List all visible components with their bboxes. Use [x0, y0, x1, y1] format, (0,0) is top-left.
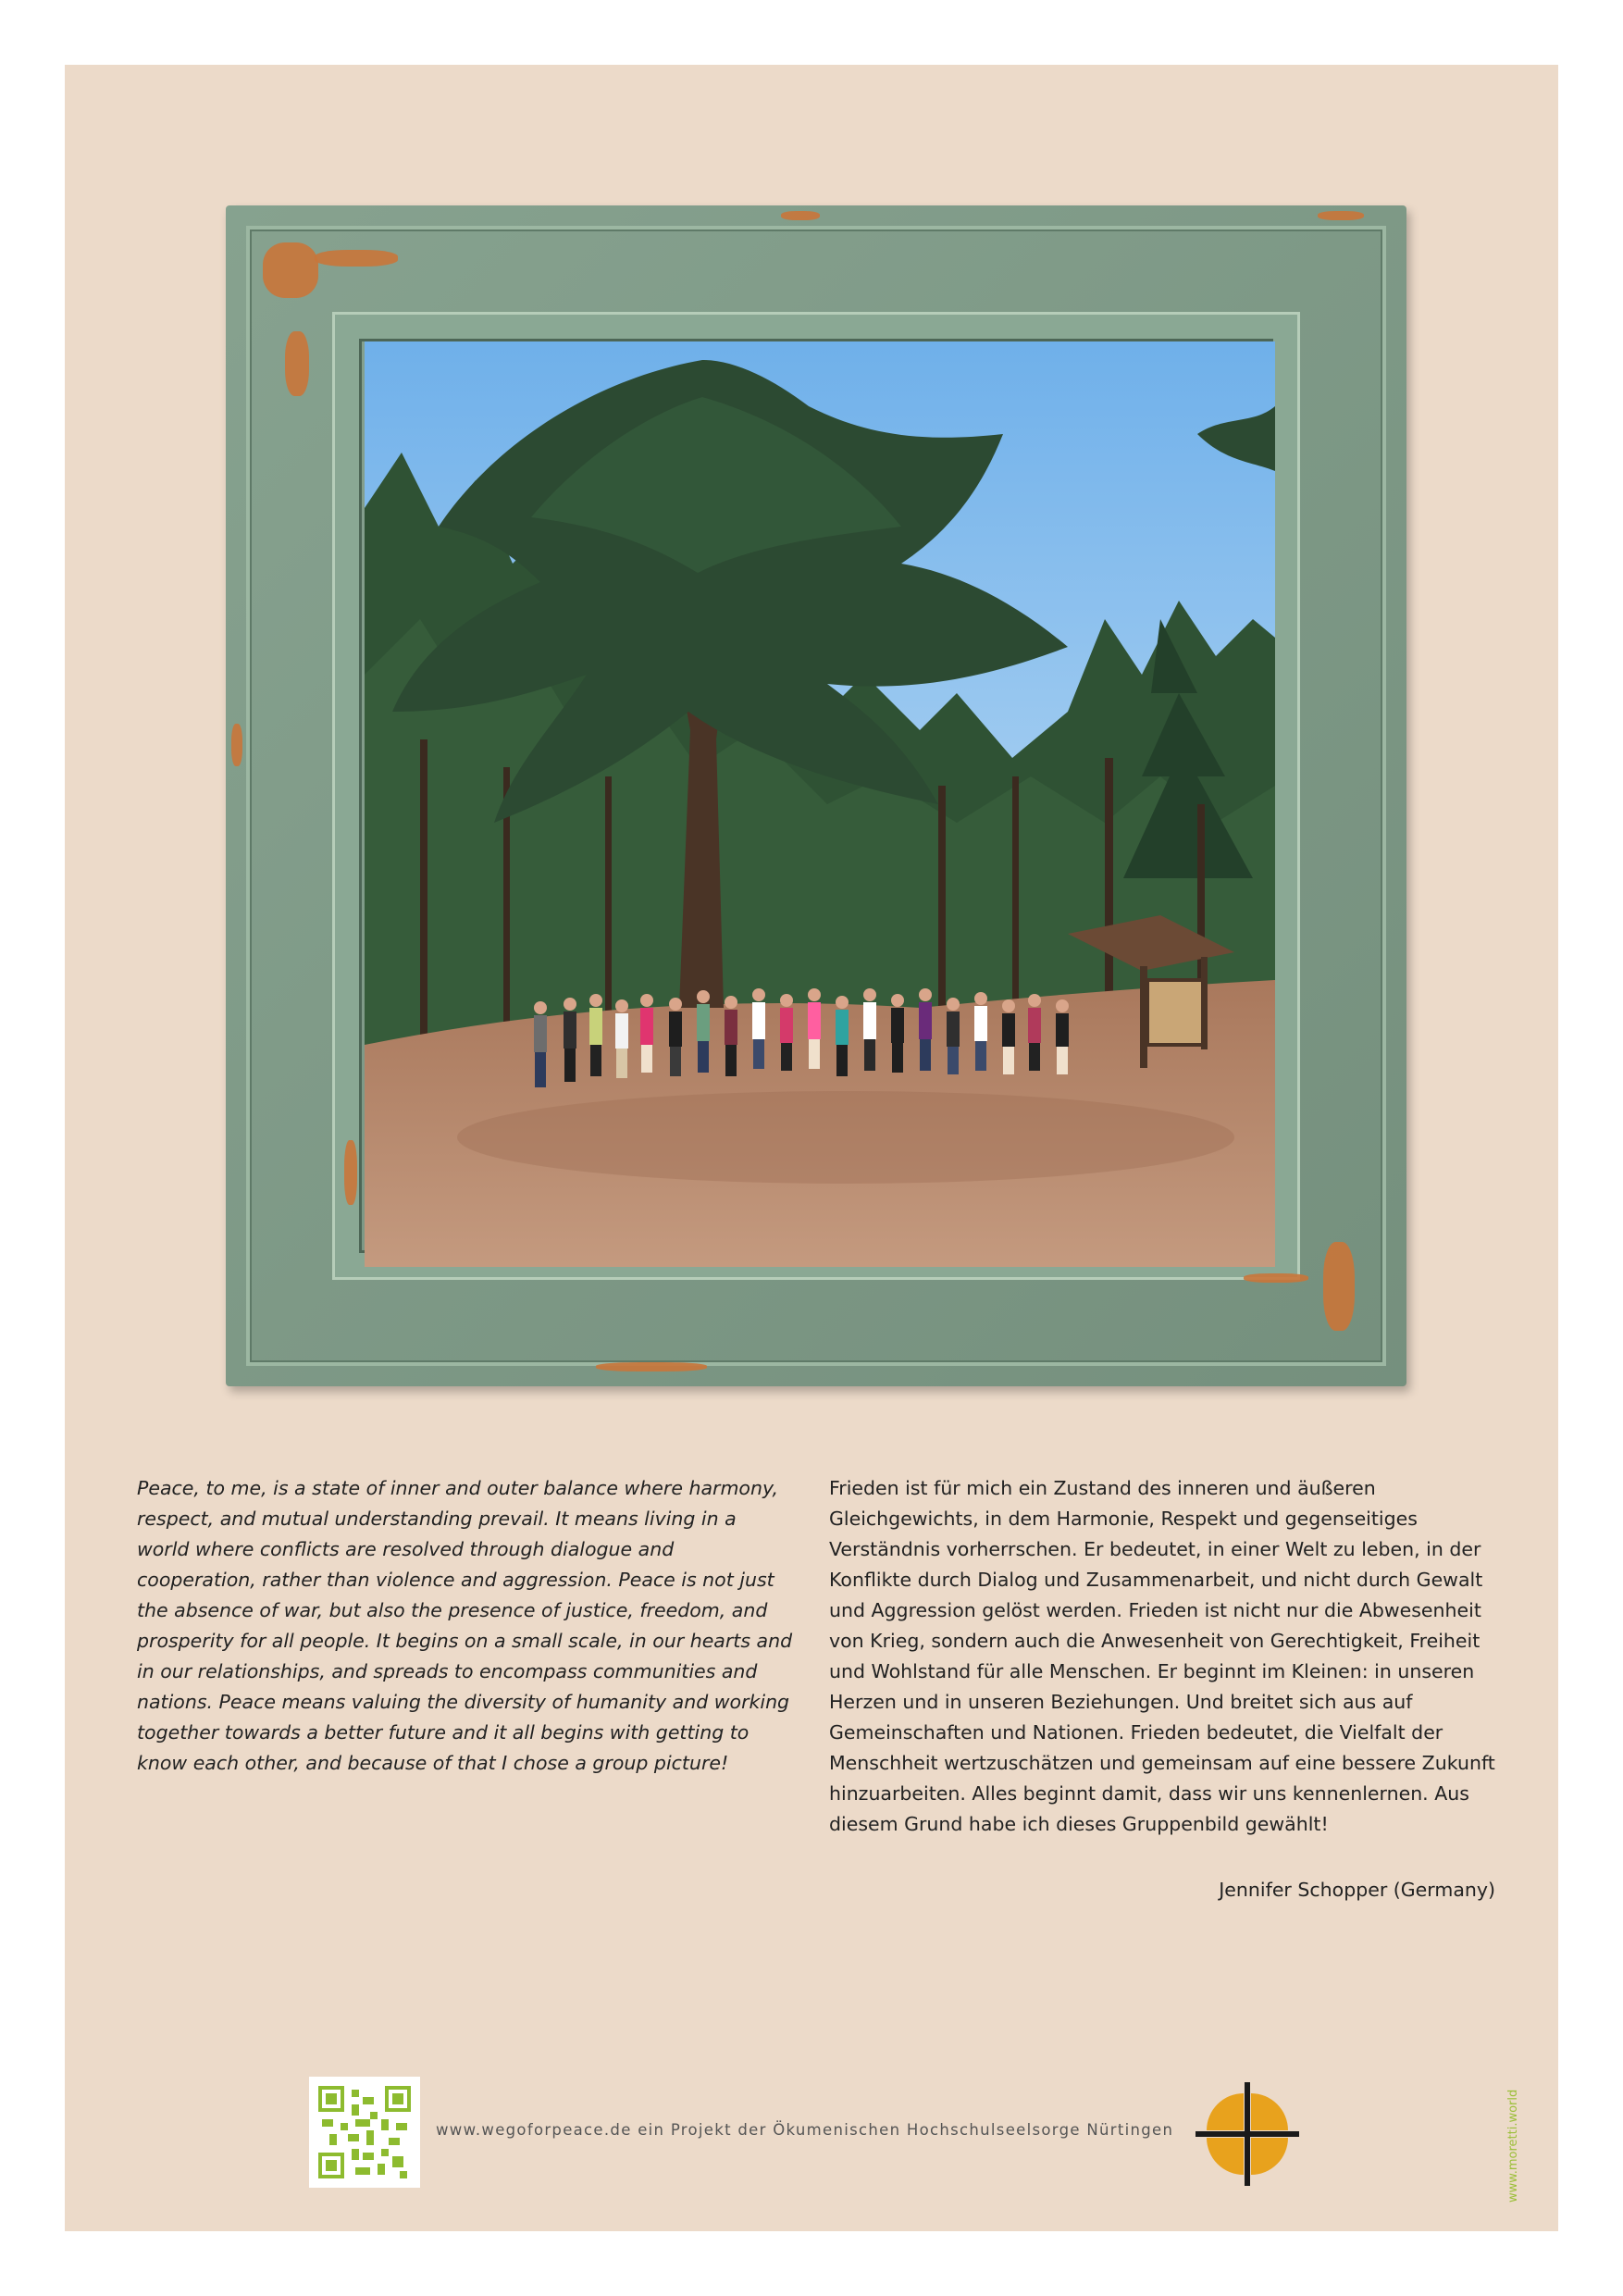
- qr-code-icon[interactable]: [309, 2077, 420, 2188]
- qr-code-graphic: [318, 2086, 411, 2178]
- reflection-german: Frieden ist für mich ein Zustand des inneren und äußeren Gleichgewichts, in dem Harmonie, Respekt und gegenseitiges Verständnis vorherrschen. Er bedeutet, in einer Welt zu leben, in der Konflikte durch Dialog und Zusammenarbeit, und nicht durch Gewalt und Aggression gelöst werden. Frieden ist nicht nur die Abwesenheit von Krieg, sondern auch die Anwesenheit von Gerechtigkeit, Freiheit und Wohlstand für alle Menschen. Er beginnt im Kleinen: in unseren Herzen und in unseren Beziehungen. Und breitet sich aus auf Gemeinschaften und Nationen. Frieden bedeutet, die Vielfalt der Menschheit wertzuschätzen und gemeinsam auf eine bessere Zukunft hinzuarbeiten. Alles beginnt damit, dass wir uns kennenlernen. Aus diesem Grund habe ich dieses Gruppenbild gewählt!: [829, 1477, 1495, 1835]
- paint-chip: [231, 724, 242, 766]
- paint-chip: [315, 250, 398, 267]
- designer-credit: www.moretti.world: [1506, 2089, 1520, 2203]
- project-footer[interactable]: www.wegoforpeace.de ein Projekt der Ökumenischen Hochschulseelsorge Nürtingen: [436, 2121, 1174, 2139]
- reflection-english: Peace, to me, is a state of inner and outer balance where harmony, respect, and mutual understanding prevail. It means living in a world where conflicts are resolved through dialogue and cooperation, rather than violence and aggression. Peace is not just the absence of war, but also the presence of justice, freedom, and prosperity for all people. It begins on a small scale, in our hearts and in our relationships, and spreads to encompass communities and nations. Peace means valuing the diversity of humanity and working together towards a better future and it all begins with getting to know each other, and because of that I chose a group picture!: [137, 1477, 793, 1774]
- group-photo: [365, 341, 1275, 1267]
- paint-chip: [1323, 1242, 1355, 1331]
- paint-chip: [263, 242, 318, 298]
- author-credit: Jennifer Schopper (Germany): [1219, 1879, 1495, 1901]
- paint-chip: [596, 1362, 707, 1371]
- paint-chip: [781, 211, 820, 220]
- paint-chip: [1244, 1273, 1308, 1283]
- poster-page: [65, 65, 1558, 2231]
- cross-circle-logo-icon: [1196, 2082, 1299, 2186]
- paint-chip: [344, 1140, 357, 1205]
- paint-chip: [1318, 211, 1364, 220]
- paint-chip: [285, 331, 309, 396]
- forest-photo-illustration: [365, 341, 1275, 1267]
